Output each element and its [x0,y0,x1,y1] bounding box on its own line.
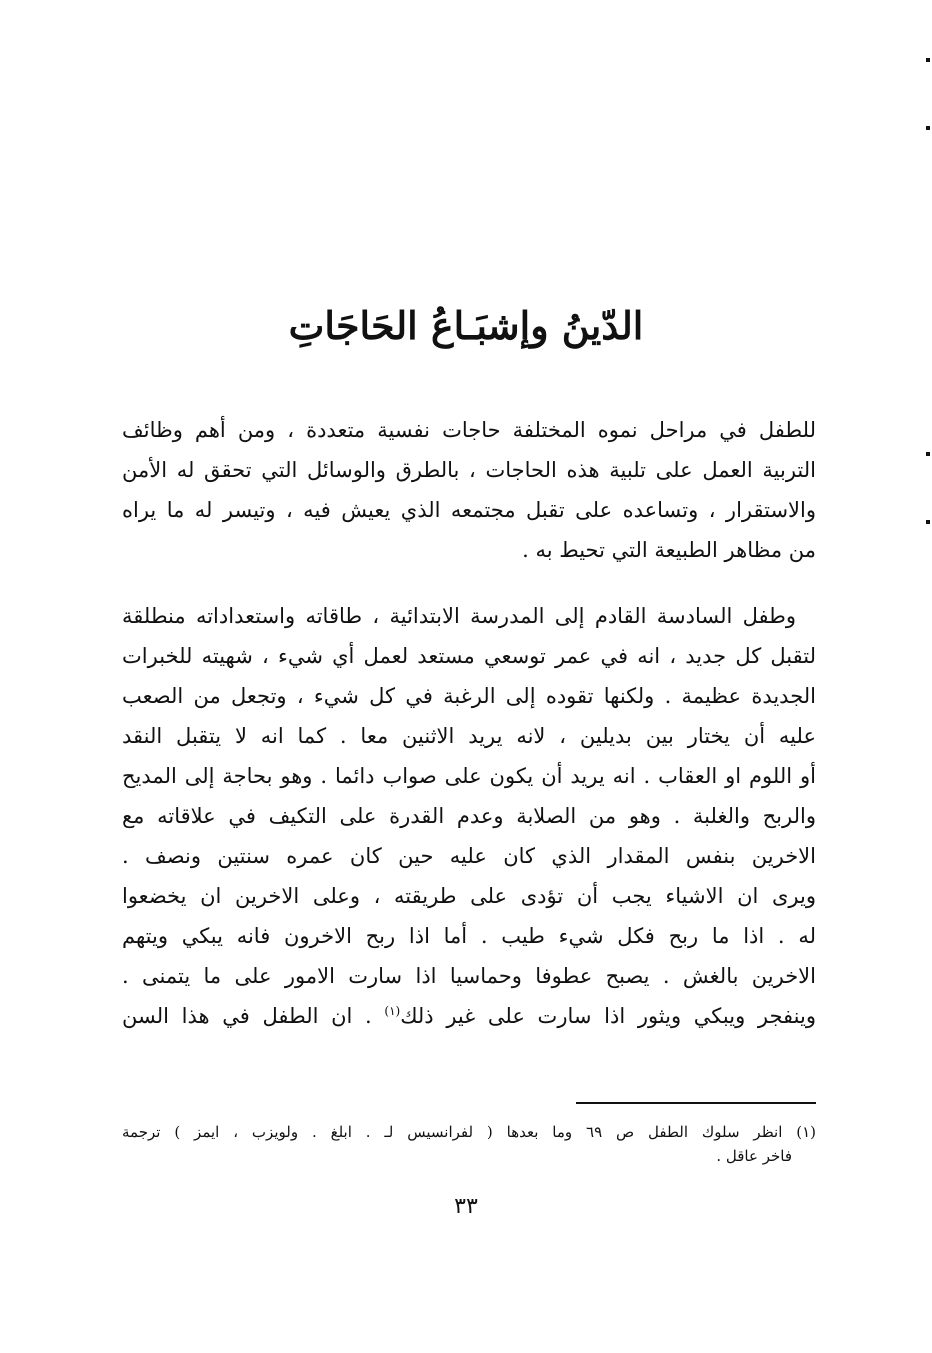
paragraph-line: وطفل السادسة القادم إلى المدرسة الابتدائية ، طاقاته واستعداداته منطلقة [122,604,796,628]
paragraph-line: الاخرين بالغش . يصبح عطوفا وحماسيا اذا سارت الامور على ما يتمنى . [122,964,816,988]
paragraph-line: من مظاهر الطبيعة التي تحيط به . [522,538,816,562]
paragraph-line [122,996,816,1036]
footnote-line: فاخر عاقل . [716,1147,792,1165]
paragraph-line: ويرى ان الاشياء يجب أن تؤدى على طريقته ، وعلى الاخرين ان يخضعوا [122,884,816,908]
footnote [122,1120,816,1168]
footnote-reference[interactable]: (١) [384,1004,401,1018]
paragraph-line: والربح والغلبة . وهو من الصلابة وعدم القدرة على التكيف في علاقاته مع [122,804,816,828]
paragraph-2 [122,596,816,1036]
scan-margin-mark [926,452,930,456]
scan-margin-mark [926,58,930,62]
paragraph-line: والاستقرار ، وتساعده على تقبل مجتمعه الذي يعيش فيه ، وتيسر له ما يراه [122,498,816,522]
page-number: ٣٣ [454,1194,478,1219]
chapter-title: الدّينُ وإشبَـاعُ الحَاجَاتِ [288,303,644,348]
paragraph-1 [122,410,816,570]
scan-margin-mark [926,126,930,130]
paragraph-line: لتقبل كل جديد ، انه في عمر توسعي مستعد لعمل أي شيء ، شهيته للخبرات [122,644,816,668]
paragraph-line: له . اذا ما ربح فكل شيء طيب . أما اذا ربح الاخرون فانه يبكي ويتهم [122,924,816,948]
footnote-separator [576,1102,816,1104]
paragraph-line: الاخرين بنفس المقدار الذي كان عليه حين كان عمره سنتين ونصف . [122,844,816,868]
paragraph-line: الجديدة عظيمة . ولكنها تقوده إلى الرغبة في كل شيء ، وتجعل من الصعب [122,684,816,708]
paragraph-line: التربية العمل على تلبية هذه الحاجات ، بالطرق والوسائل التي تحقق له الأمن [122,458,816,482]
paragraph-line: أو اللوم او العقاب . انه يريد أن يكون على صواب دائما . وهو بحاجة إلى المديح [122,764,816,788]
paragraph-line: عليه أن يختار بين بديلين ، لانه يريد الاثنين معا . كما انه لا يتقبل النقد [122,724,816,748]
line-text: وينفجر ويبكي ويثور اذا سارت على غير ذلك [400,1004,816,1028]
footnote-line: (١) انظر سلوك الطفل ص ٦٩ وما بعدها ( لفرانسيس لـ . ابلغ . ولويزب ، ايمز ) ترجمة [122,1123,816,1141]
line-text: . ان الطفل في هذا السن [122,1004,385,1028]
paragraph-line: للطفل في مراحل نموه المختلفة حاجات نفسية متعددة ، ومن أهم وظائف [122,418,816,442]
scan-margin-mark [926,520,930,524]
